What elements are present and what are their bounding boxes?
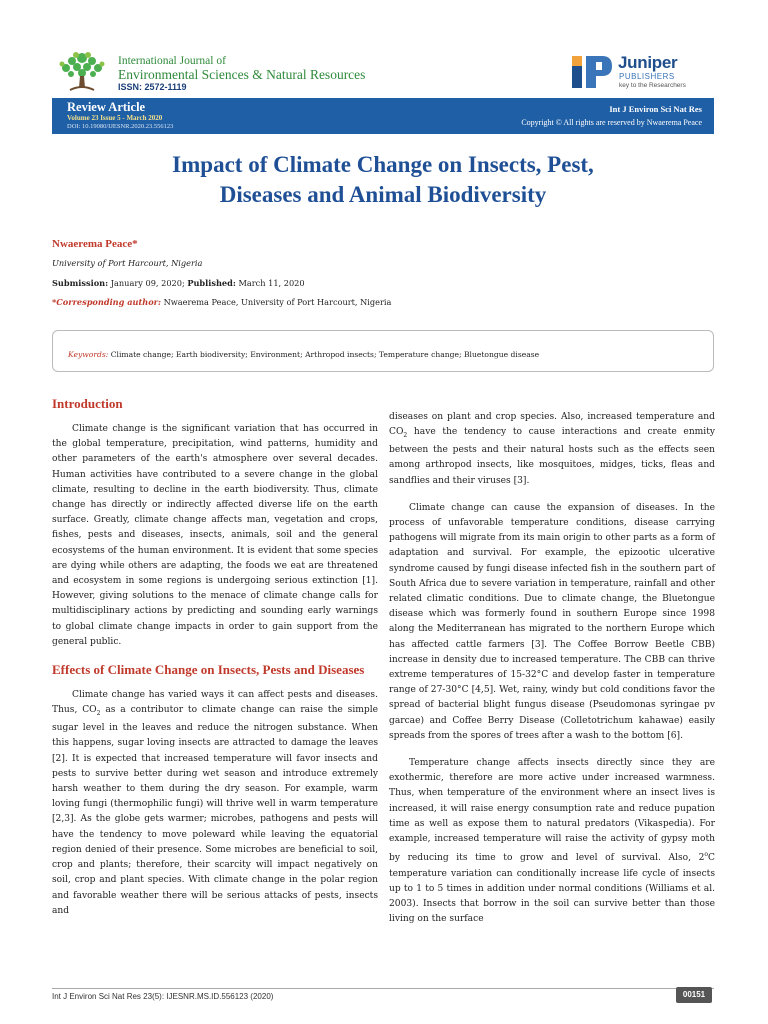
publisher-sub: PUBLISHERS [619, 72, 675, 81]
degree-superscript: o [704, 851, 709, 859]
dates [52, 278, 305, 288]
journal-line1: International Journal of [118, 55, 226, 67]
introduction-paragraph: Climate change is the significant variation that has occurred in the global temperature, precipitation, wind patterns, humidity and other parameters of the earth's atmosphere over several decades. Human activities have contributed to a severe change in the global climate, resulting to decline in the earth biodiversity. Thus, climate change has directly or indirectly affected diverse life on the earth surface. Greatly, climate change affects man, vegetation and crops, fishes, pests and diseases, insects, animals, soil and the general ecosystems of the human environment. It is evident that some species are dying while others are adapting, the foods we eat are threatened and ecosystem in some regions is undergoing serious extinction [1]. However, giving solutions to the menace of climate change calls for multidisciplinary actions by predicting and sounding early warnings to global climate change impacts in order to gain support from the general public. [52, 424, 378, 647]
article-banner [52, 98, 714, 134]
journal-tree-logo [52, 46, 112, 96]
submission-label: Submission: [52, 278, 109, 288]
corresponding-text: Nwaerema Peace, University of Port Harcourt, Nigeria [163, 297, 392, 307]
author-name: Nwaerema Peace* [52, 238, 138, 250]
keywords [68, 350, 539, 359]
volume-info: Volume 23 Issue 5 - March 2020 [67, 114, 163, 122]
publisher-name: Juniper [618, 53, 678, 72]
journal-issn: ISSN: 2572-1119 [118, 82, 187, 92]
published-label: Published: [187, 278, 236, 288]
copyright: Copyright © All rights are reserved by Nwaerema Peace [521, 118, 702, 127]
keywords-text: Climate change; Earth biodiversity; Environment; Arthropod insects; Temperature change; Bluetongue disease [110, 350, 540, 359]
continued-text-a: diseases on plant and crop species. Also, increased temperature and CO [389, 412, 715, 438]
juniper-logo-icon [570, 52, 616, 92]
temperature-text-b: C temperature variation can conditionally increase life cycle of insects up to 1 to 5 times in addition under normal conditions (Williams et al. 2003). Insects that borrow in the soil can survive better than those living on the surface [389, 853, 715, 925]
co2-subscript: 2 [96, 710, 101, 718]
doi[interactable]: DOI: 10.19080/IJESNR.2020.23.556123 [67, 123, 174, 130]
affiliation: University of Port Harcourt, Nigeria [52, 258, 203, 268]
effects-text-b: as a contributor to climate change can raise the simple sugar level in the leaves and reduce the nitrogen substance. When this happens, sugar loving insects are attracted to damage the leaves [2]. It is expected that increased temperature will favor insects and pests to survive better during wet season and introduce extremely harsh weather to them during the dry season. For example, warm loving fungi (thermophilic fungi) will thrive well in warm temperature [2,3]. As the globe gets warmer; microbes, pathogens and pests will have the tendency to move poleward while leaving the equatorial region denied of their presence. Some microbes are beneficial to soil, crop and plants; therefore, their scarcity will impact negatively on soil, crop and plant species. With climate change in the polar region and favorable weather there will be serious attacks of pests, insects and [52, 705, 378, 916]
title-line-1: Impact of Climate Change on Insects, Pest, [172, 152, 594, 177]
keywords-label: Keywords: [68, 350, 109, 359]
left-column [52, 396, 378, 931]
temperature-paragraph [389, 756, 715, 927]
publisher-tagline: key to the Researchers [619, 82, 686, 89]
effects-heading: Effects of Climate Change on Insects, Pests and Diseases [52, 662, 365, 678]
corresponding-label: *Corresponding author: [52, 297, 161, 307]
right-column [389, 410, 715, 939]
continued-paragraph [389, 410, 715, 489]
published-date: March 11, 2020 [238, 278, 305, 288]
article-type: Review Article [67, 100, 146, 114]
corresponding-author [52, 297, 391, 307]
journal-line2: Environmental Sciences & Natural Resources [118, 67, 366, 82]
page-number: 00151 [676, 987, 712, 1003]
footer-divider [52, 988, 714, 989]
title-line-2: Diseases and Animal Biodiversity [219, 182, 547, 207]
effects-paragraph [52, 688, 378, 919]
disease-expansion-paragraph: Climate change can cause the expansion of diseases. In the process of unfavorable temperature conditions, disease carrying pathogens will migrate from its main origin to other parts as a form of adaptation and survival. For example, the epizootic ulcerative syndrome caused by fungi disease infected fish in the southern part of South Africa due to severe variation in temperature, rainfall and other related climatic conditions. Due to climate change, the Bluetongue disease which was formerly found in southern Europe since 1998 along the Mediterranean has migrated to the northern Europe which has affected cattle farmers [3]. The Coffee Borrow Beetle CBB) increase in density due to increased temperature. The CBB can thrive extreme temperatures of 15-32°C and develop faster in temperature range of 27-30°C [4,5]. Wet, rainy, windy but cold conditions favor the spread of bacterial blight fungus disease (Pseudomonas syringae pv garcae) and Coffee Berry Disease (Colletotrichum kahawae) easily spreads from the spores of trees after a wash to the bottom [6]. [389, 502, 715, 741]
journal-name [118, 55, 365, 94]
co2-subscript-right: 2 [403, 432, 408, 440]
continued-text-b: have the tendency to cause interactions and create enmity between the pests and their natural hosts such as the effects seen among arthropod insects, like mosquitoes, midges, ticks, fleas and sandflies and their viruses [3]. [389, 427, 715, 486]
publisher-logo [570, 50, 720, 95]
temperature-text-a: Temperature change affects insects directly since they are exothermic, therefore are more active under increased warmness. Thus, when temperature of the environment where an insect lives is increased, it will raise energy consumption rate and reduce pupation time as well as expose them to natural predators (Vikaspedia). For example, increased temperature will raise the activity of gypsy moth by reducing its time to grow and level of survival. Also, 2 [389, 758, 715, 864]
effects-text-a: Climate change has varied ways it can affect pests and diseases. Thus, CO [52, 690, 378, 716]
submission-date: January 09, 2020; [110, 278, 185, 288]
journal-reference: Int J Environ Sci Nat Res [609, 104, 702, 114]
footer-citation: Int J Environ Sci Nat Res 23(5): IJESNR.MS.ID.556123 (2020) [52, 992, 274, 1001]
article-title [52, 150, 714, 210]
introduction-heading: Introduction [52, 396, 123, 411]
